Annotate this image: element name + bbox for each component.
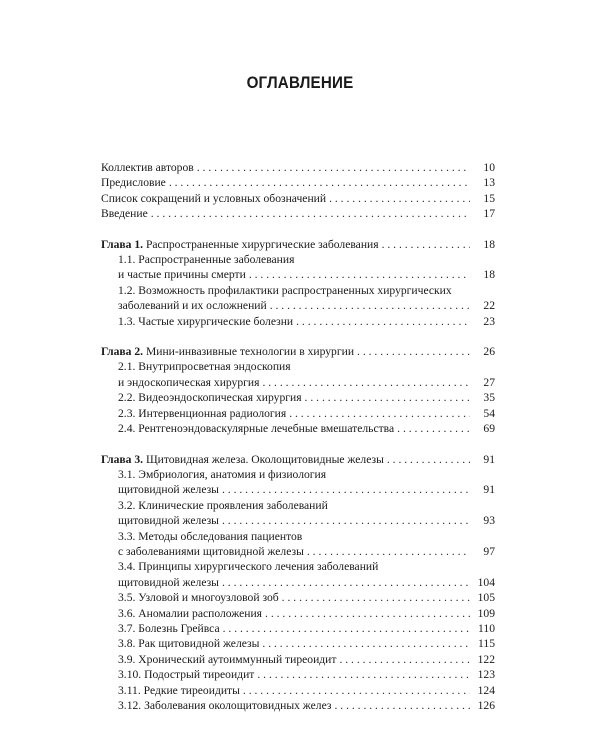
page-number: 122 [477,652,495,666]
toc-entry[interactable] [101,206,495,221]
chapter-label: Глава 2. [101,345,144,359]
toc-entry-last-line [118,482,495,497]
toc-entry-text: 3.9. Хронический аутоиммунный тиреоидит [118,652,337,666]
dot-leader [222,482,470,497]
toc-entry-text [101,452,384,467]
page-number: 91 [483,452,495,466]
section-gap [101,329,495,344]
dot-leader [243,683,470,698]
page-number: 104 [477,575,495,589]
chapter-title: Щитовидная железа. Околощитовидные железы [145,452,384,466]
dot-leader [197,160,470,175]
dot-leader [382,237,470,252]
chapter-title: Распространенные хирургические заболевания [145,237,379,251]
toc-subentry[interactable] [101,529,495,560]
toc-subentry[interactable] [101,590,495,605]
toc-entry-last-line [118,698,495,713]
toc-entry-last-line [101,191,495,206]
page-number: 126 [477,699,495,712]
chapter-heading[interactable] [101,344,495,359]
toc-subentry[interactable] [101,498,495,529]
toc-entry-last-line [118,590,495,605]
page-number: 22 [483,299,495,313]
toc-entry-last-line [118,267,495,282]
page-number: 91 [483,483,495,497]
page-number: 23 [483,314,495,328]
dot-leader [334,698,470,713]
toc-entry-text: Коллектив авторов [101,161,194,174]
toc-entry-last-line [101,452,495,467]
toc-subentry[interactable] [101,252,495,283]
toc-entry-text: 3.11. Редкие тиреоидиты [118,683,240,697]
toc-entry-line: 3.2. Клинические проявления заболеваний [118,498,328,512]
toc-entry[interactable] [101,175,495,190]
toc-entry-text: Предисловие [101,176,166,190]
page-number: 35 [483,391,495,405]
dot-leader [282,590,470,605]
toc-entry-last-line [101,160,495,175]
toc-entry-text: щитовидной железы [118,483,219,497]
chapter-heading[interactable] [101,237,495,252]
toc-entry-text: 2.3. Интервенционная радиология [118,406,287,420]
dot-leader [249,267,470,282]
toc-subentry[interactable] [101,406,495,421]
page-number: 10 [483,161,495,174]
toc-subentry[interactable] [101,636,495,651]
toc-entry-last-line [118,667,495,682]
dot-leader [265,606,470,621]
section-gap [101,222,495,237]
toc-entry-last-line [101,344,495,359]
toc-entry-line: 3.1. Эмбриология, анатомия и физиология [118,467,327,481]
toc-entry-last-line [101,175,495,190]
dot-leader [222,513,470,528]
toc-entry-text: Введение [101,207,148,221]
toc-entry-last-line [118,406,495,421]
toc-entry-last-line [101,237,495,252]
toc-entry-last-line [118,683,495,698]
dot-leader [339,652,470,667]
dot-leader [270,298,470,313]
toc-entry-text [101,237,379,252]
toc-entry-line: 3.3. Методы обследования пациентов [118,529,303,543]
page-number: 97 [483,544,495,558]
page-number: 69 [483,422,495,436]
toc-entry-last-line [118,606,495,621]
dot-leader [262,636,470,651]
page-number: 18 [483,268,495,282]
page-number: 18 [483,237,495,251]
toc-entry-text: 3.10. Подострый тиреоидит [118,668,255,682]
toc-entry-last-line [118,652,495,667]
toc-subentry[interactable] [101,390,495,405]
toc-entry-text: и частые причины смерти [118,268,246,282]
toc-entry-last-line [118,575,495,590]
dot-leader [397,421,470,436]
toc-entry-text: 2.2. Видеоэндоскопическая хирургия [118,391,302,405]
toc-entry-last-line [118,421,495,436]
toc-subentry[interactable] [101,421,495,436]
toc-entry-line: 1.1. Распространенные заболевания [118,253,295,267]
toc-entry-text: 2.4. Рентгеноэндоваскулярные лечебные вмешательства [118,422,395,436]
chapter-label: Глава 3. [101,452,144,466]
toc-entry-text: 3.12. Заболевания околощитовидных желез [118,699,332,712]
toc-entry-text: 3.7. Болезнь Грейвса [118,621,220,635]
toc-entry-last-line [118,544,495,559]
dot-leader [296,314,470,329]
page-number: 115 [478,637,495,651]
toc-entry-last-line [118,298,495,313]
toc-subentry[interactable] [101,359,495,390]
dot-leader [387,452,470,467]
page-number: 13 [483,176,495,190]
toc-entry[interactable] [101,191,495,206]
toc-entry-text: 3.6. Аномалии расположения [118,606,263,620]
chapter-label: Глава 1. [101,237,144,251]
toc-subentry[interactable] [101,698,495,713]
toc-entry-text: 3.8. Рак щитовидной железы [118,637,260,651]
toc-entry-line: 3.4. Принципы хирургического лечения заболеваний [118,560,379,574]
dot-leader [307,544,470,559]
toc-subentry[interactable] [101,314,495,329]
dot-leader [305,390,470,405]
toc-entry-last-line [118,636,495,651]
toc-entry-text: 3.5. Узловой и многоузловой зоб [118,591,279,605]
dot-leader [262,375,470,390]
section-gap [101,437,495,452]
dot-leader [289,406,470,421]
toc-entry-text: щитовидной железы [118,575,219,589]
page-number: 26 [483,345,495,359]
toc-subentry[interactable] [101,467,495,498]
chapter-title: Мини-инвазивные технологии в хирургии [145,345,355,359]
toc-entry-text: заболеваний и их осложнений [118,299,267,313]
dot-leader [169,175,470,190]
chapter-heading[interactable] [101,452,495,467]
dot-leader [222,575,470,590]
dot-leader [329,191,470,206]
toc-entry-line: 1.2. Возможность профилактики распространенных хирургических [118,283,452,297]
toc-entry-last-line [118,390,495,405]
toc-subentry[interactable] [101,606,495,621]
table-of-contents [101,160,495,713]
page-title: ОГЛАВЛЕНИЕ [246,74,354,92]
toc-entry-text: 1.3. Частые хирургические болезни [118,314,294,328]
toc-entry-last-line [118,375,495,390]
dot-leader [357,344,470,359]
dot-leader [257,667,470,682]
page-number: 123 [477,668,495,682]
page-number: 110 [478,621,495,635]
page-number: 17 [483,207,495,221]
toc-entry-line: 2.1. Внутрипросветная эндоскопия [118,360,291,374]
page-number: 109 [477,606,495,620]
toc-entry-text: Список сокращений и условных обозначений [101,191,327,205]
toc-subentry[interactable] [101,667,495,682]
dot-leader [151,206,470,221]
toc-entry-text: щитовидной железы [118,514,219,528]
toc-subentry[interactable] [101,683,495,698]
toc-subentry[interactable] [101,283,495,314]
page-number: 54 [483,406,495,420]
toc-entry-last-line [118,513,495,528]
toc-entry-last-line [118,314,495,329]
page-number: 105 [477,591,495,605]
toc-subentry[interactable] [101,621,495,636]
page-number: 15 [483,191,495,205]
toc-subentry[interactable] [101,559,495,590]
toc-entry-text [101,344,354,359]
page-number: 124 [477,683,495,697]
toc-entry[interactable] [101,160,495,175]
page-number: 93 [483,514,495,528]
toc-entry-text: с заболеваниями щитовидной железы [118,544,304,558]
toc-entry-last-line [101,206,495,221]
toc-entry-text: и эндоскопическая хирургия [118,375,260,389]
toc-entry-last-line [118,621,495,636]
toc-subentry[interactable] [101,652,495,667]
dot-leader [223,621,470,636]
page-number: 27 [483,375,495,389]
